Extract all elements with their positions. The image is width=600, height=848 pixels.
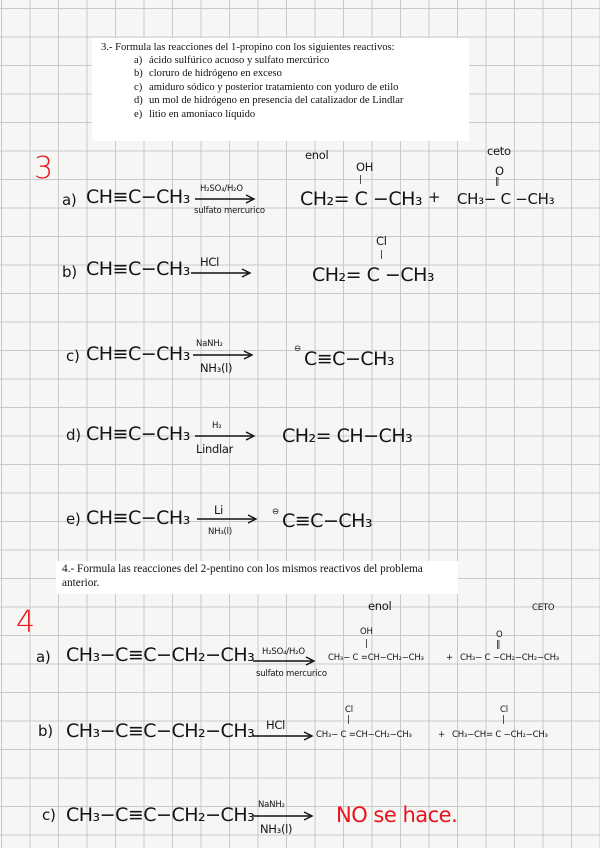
item-mark: d) — [134, 95, 143, 107]
reaction-arrow-icon — [252, 731, 316, 741]
reaction-arrow-icon — [196, 514, 260, 524]
reaction-3e-reactant: CH≡C−CH₃ — [86, 507, 190, 529]
reaction-3a-label: a) — [62, 191, 77, 209]
negative-charge-icon: ⊖ — [294, 344, 301, 354]
reaction-3d-product: CH₂= CH−CH₃ — [282, 425, 413, 447]
problem-4-title: 4.- Formula las reacciones del 2-pentino con los mismos reactivos del problema anterior. — [62, 563, 423, 589]
item-text: amiduro sódico y posterior tratamiento con yoduro de etilo — [149, 81, 399, 93]
list-item — [134, 54, 403, 67]
reaction-3a-keto: CH₃− C −CH₃ — [457, 190, 555, 208]
item-mark: c) — [134, 81, 143, 93]
reaction-3d-reagent-bottom: Lindlar — [196, 442, 234, 456]
reaction-4b-label: b) — [38, 722, 53, 740]
problem-3-list — [134, 54, 403, 121]
reaction-3b-product: CH₂= C −CH₃ — [312, 264, 435, 286]
reaction-4a-oh: OH — [360, 627, 373, 637]
reaction-3e-product: C≡C−CH₃ — [282, 510, 373, 532]
reaction-4a-reagent-top: H₂SO₄/H₂O — [262, 647, 305, 657]
reaction-3e-label: e) — [66, 510, 81, 528]
reaction-4a-reactant: CH₃−C≡C−CH₂−CH₃ — [66, 644, 255, 666]
problem-3-statement — [92, 38, 469, 141]
reaction-3c-reactant: CH≡C−CH₃ — [86, 343, 190, 365]
list-item — [134, 94, 403, 107]
plus-sign: + — [438, 730, 445, 740]
reaction-3a-enol: CH₂= C −CH₃ — [300, 188, 423, 210]
single-bond-icon: | — [380, 250, 384, 260]
reaction-4b-product1: CH₃− C =CH−CH₂−CH₃ — [316, 730, 412, 740]
reaction-4c-result: NO se hace. — [336, 803, 458, 827]
item-text: litio en amoniaco líquido — [149, 108, 256, 120]
reaction-3a-reagent-bottom: sulfato mercurico — [194, 206, 265, 216]
single-bond-icon: | — [347, 715, 351, 725]
problem-3-title: 3.- Formula las reacciones del 1-propino con los siguientes reactivos: — [101, 42, 395, 53]
reaction-4a-label: a) — [36, 648, 51, 666]
problem-4-statement — [56, 561, 458, 594]
list-item — [134, 67, 403, 80]
reaction-3e-reagent-top: Li — [214, 503, 224, 517]
reaction-3b-reagent: HCl — [200, 255, 219, 269]
list-item — [134, 81, 403, 94]
reaction-arrow-icon — [190, 268, 254, 278]
reaction-arrow-icon — [194, 431, 258, 441]
reaction-3b-label: b) — [62, 263, 77, 281]
reaction-3e-reagent-bottom: NH₃(l) — [208, 527, 232, 537]
reaction-3a-o: O — [495, 164, 504, 178]
item-mark: b) — [134, 68, 143, 80]
reaction-4a-enol: CH₃− C =CH−CH₂−CH₃ — [328, 653, 424, 663]
reaction-3c-reagent-top: NaNH₂ — [196, 339, 223, 349]
double-bond-icon: ‖ — [496, 640, 501, 650]
item-mark: e) — [134, 108, 143, 120]
item-text: cloruro de hidrógeno en exceso — [149, 68, 282, 80]
reaction-3c-product: C≡C−CH₃ — [304, 348, 395, 370]
reaction-3b-reactant: CH≡C−CH₃ — [86, 258, 190, 280]
item-mark: a) — [134, 55, 143, 66]
single-bond-icon: | — [502, 715, 506, 725]
reaction-4b-cl2: Cl — [500, 705, 508, 715]
ceto-label: ceto — [487, 144, 511, 158]
plus-sign: + — [446, 653, 453, 663]
plus-sign: + — [428, 188, 441, 206]
single-bond-icon: | — [365, 639, 369, 649]
reaction-3c-label: c) — [66, 347, 80, 365]
reaction-4c-reagent-bottom: NH₃(l) — [260, 822, 293, 836]
reaction-4c-reagent-top: NaNH₂ — [258, 800, 285, 810]
negative-charge-icon: ⊖ — [272, 507, 279, 517]
reaction-4a-keto: CH₃− C −CH₂−CH₂−CH₃ — [460, 653, 559, 663]
enol-label-4: enol — [368, 599, 392, 613]
reaction-4a-o: O — [496, 630, 503, 640]
reaction-4b-reactant: CH₃−C≡C−CH₂−CH₃ — [66, 720, 255, 742]
double-bond-icon: ‖ — [495, 177, 500, 187]
reaction-arrow-icon — [194, 194, 258, 204]
enol-label: enol — [305, 148, 329, 162]
reaction-3a-reactant: CH≡C−CH₃ — [86, 186, 190, 208]
reaction-4a-reagent-bottom: sulfato mercurico — [256, 669, 327, 679]
reaction-arrow-icon — [252, 656, 318, 666]
reaction-4c-reactant: CH₃−C≡C−CH₂−CH₃ — [66, 804, 255, 826]
reaction-4b-cl1: Cl — [345, 705, 353, 715]
reaction-3a-oh: OH — [356, 160, 374, 174]
reaction-3d-reagent-top: H₂ — [212, 421, 222, 431]
item-text: ácido sulfúrico acuoso y sulfato mercúrico — [149, 55, 330, 66]
problem-3-number: 3 — [34, 151, 54, 186]
item-text: un mol de hidrógeno en presencia del catalizador de Lindlar — [149, 95, 404, 107]
reaction-4b-product2: CH₃−CH= C −CH₂−CH₃ — [452, 730, 548, 740]
reaction-3d-reactant: CH≡C−CH₃ — [86, 423, 190, 445]
reaction-4c-label: c) — [42, 806, 56, 824]
reaction-arrow-icon — [252, 811, 316, 821]
reaction-3b-cl: Cl — [376, 234, 387, 248]
ceto-label-4: CETO — [532, 603, 555, 613]
single-bond-icon: | — [359, 175, 363, 185]
reaction-arrow-icon — [192, 350, 256, 360]
reaction-4b-reagent: HCl — [266, 718, 285, 732]
reaction-3c-reagent-bottom: NH₃(l) — [200, 361, 233, 375]
problem-4-number: 4 — [16, 605, 36, 640]
reaction-3a-reagent-top: H₂SO₄/H₂O — [200, 184, 243, 194]
reaction-3d-label: d) — [66, 426, 81, 444]
list-item — [134, 108, 403, 121]
